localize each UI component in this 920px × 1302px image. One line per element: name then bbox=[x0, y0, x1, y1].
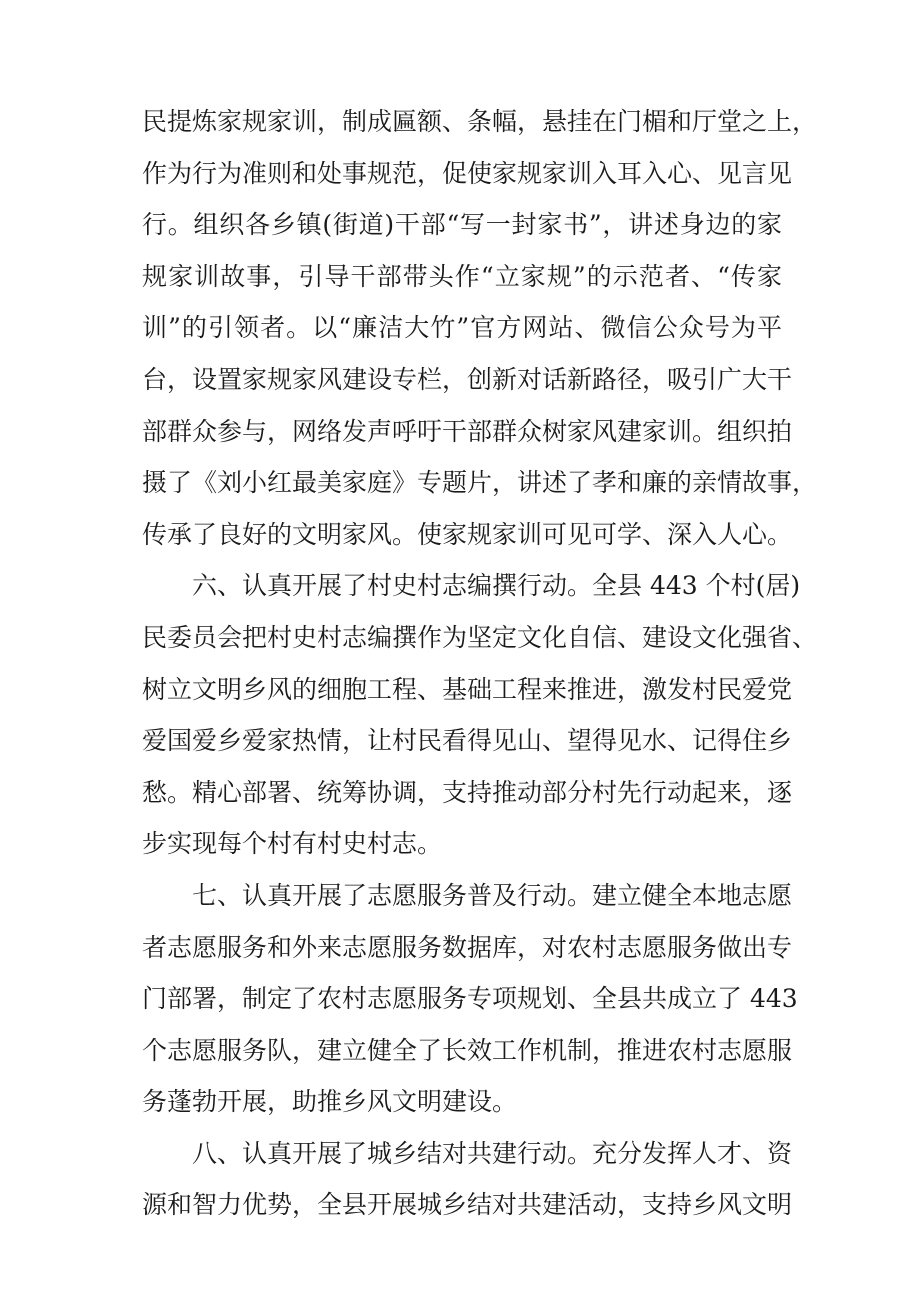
text-line: 务蓬勃开展，助推乡风文明建设。 bbox=[142, 1087, 518, 1117]
text-line: 六、认真开展了村史村志编撰行动。全县 443 个村(居) bbox=[192, 571, 801, 601]
text-line: 作为行为准则和处事规范，促使家规家训入耳入心、见言见 bbox=[142, 158, 793, 188]
text-line: 传承了良好的文明家风。使家规家训可见可学、深入人心。 bbox=[142, 519, 793, 549]
text-line: 民提炼家规家训，制成匾额、条幅，悬挂在门楣和厅堂之上， bbox=[142, 107, 818, 136]
text-line: 个志愿服务队，建立健全了长效工作机制，推进农村志愿服 bbox=[142, 1035, 793, 1065]
text-line: 规家训故事，引导干部带头作“立家规”的示范者、“传家 bbox=[142, 261, 782, 291]
paragraph-volunteer-service bbox=[142, 870, 798, 1128]
text-line: 树立文明乡风的细胞工程、基础工程来推进，激发村民爱党 bbox=[142, 674, 793, 704]
text-line: 愁。精心部署、统筹协调，支持推动部分村先行动起来，逐 bbox=[142, 777, 793, 807]
text-line: 源和智力优势，全县开展城乡结对共建活动，支持乡风文明 bbox=[142, 1190, 793, 1220]
paragraph-family-rules bbox=[142, 96, 818, 560]
text-line: 台，设置家规家风建设专栏，创新对话新路径，吸引广大干 bbox=[142, 364, 793, 394]
text-line: 行。组织各乡镇(街道)干部“写一封家书”，讲述身边的家 bbox=[142, 210, 782, 240]
text-line: 训”的引领者。以“廉洁大竹”官方网站、微信公众号为平 bbox=[142, 313, 782, 343]
text-line: 摄了《刘小红最美家庭》专题片，讲述了孝和廉的亲情故事， bbox=[142, 468, 818, 498]
document-page bbox=[142, 96, 818, 1231]
text-line: 民委员会把村史村志编撰作为坚定文化自信、建设文化强省、 bbox=[142, 622, 818, 652]
text-line: 门部署，制定了农村志愿服务专项规划、全县共成立了 443 bbox=[142, 984, 798, 1014]
text-line: 爱国爱乡爱家热情，让村民看得见山、望得见水、记得住乡 bbox=[142, 726, 793, 756]
paragraph-urban-rural-pairing bbox=[142, 1128, 793, 1231]
text-line: 七、认真开展了志愿服务普及行动。建立健全本地志愿 bbox=[192, 880, 793, 910]
text-line: 步实现每个村有村史村志。 bbox=[142, 829, 443, 859]
paragraph-village-history bbox=[142, 560, 818, 870]
text-line: 八、认真开展了城乡结对共建行动。充分发挥人才、资 bbox=[192, 1138, 793, 1168]
text-line: 者志愿服务和外来志愿服务数据库，对农村志愿服务做出专 bbox=[142, 932, 793, 962]
text-line: 部群众参与，网络发声呼吁干部群众树家风建家训。组织拍 bbox=[142, 416, 793, 446]
